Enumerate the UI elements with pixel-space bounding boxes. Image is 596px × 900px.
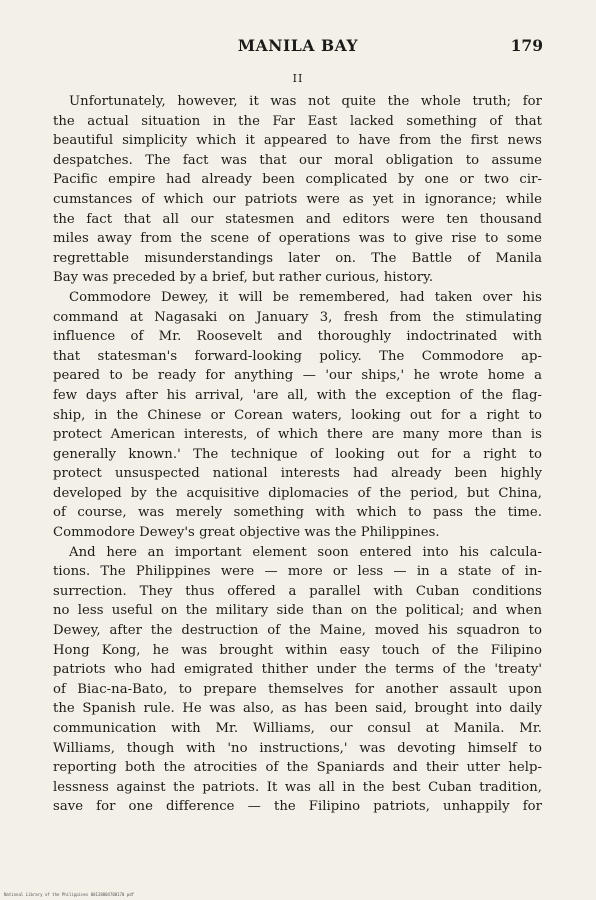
running-title: MANILA BAY <box>237 36 359 55</box>
text-line: of Biac-na-Bato, to prepare themselves for another assault upon <box>53 681 542 697</box>
text-line: despatches. The fact was that our moral obligation to assume <box>53 152 542 168</box>
text-line: Bay was preceded by a brief, but rather curious, history. <box>53 270 434 286</box>
text-line: of course, was merely something with which to pass the time. <box>53 505 542 521</box>
text-line: save for one difference — the Filipino patriots, unhappily for <box>53 799 542 815</box>
text-line: patriots who had emigrated thither under the terms of the 'treaty' <box>53 662 542 678</box>
text-line: Williams, though with 'no instructions,' was devoting himself to <box>53 740 542 756</box>
text-line: the Spanish rule. He was also, as has been said, brought into daily <box>53 701 542 717</box>
body-text <box>53 92 542 817</box>
text-line: communication with Mr. Williams, our consul at Manila. Mr. <box>53 721 542 736</box>
text-line: Hong Kong, he was brought within easy touch of the Filipino <box>53 642 542 658</box>
text-line: ship, in the Chinese or Corean waters, looking out for a right to <box>53 407 542 423</box>
text-line: cumstances of which our patriots were as yet in ignorance; while <box>53 191 542 207</box>
text-line: few days after his arrival, 'are all, with the exception of the flag- <box>53 387 542 403</box>
running-head <box>0 36 596 56</box>
text-line: beautiful simplicity which it appeared to have from the first news <box>53 133 542 149</box>
text-line: command at Nagasaki on January 3, fresh from the stimulating <box>53 309 542 325</box>
text-line: developed by the acquisitive diplomacies of the period, but China, <box>53 485 542 501</box>
text-line: generally known.' The technique of looking out for a right to <box>53 446 542 462</box>
text-line: Dewey, after the destruction of the Maine, moved his squadron to <box>53 623 542 639</box>
text-line: the fact that all our statesmen and editors were ten thousand <box>53 211 542 227</box>
text-line: And here an important element soon entered into his calcula- <box>69 544 542 560</box>
text-line: reporting both the atrocities of the Spaniards and their utter help- <box>53 760 542 776</box>
text-line: tions. The Philippines were — more or less — in a state of in- <box>53 564 542 580</box>
text-line: protect American interests, of which there are many more than is <box>53 427 542 443</box>
text-line: Pacific empire had already been complicated by one or two cir- <box>53 172 542 188</box>
text-line: Unfortunately, however, it was not quite the whole truth; for <box>69 94 542 109</box>
scan-footer: National Library of the Philippines 00138004700170 pdf <box>4 892 135 897</box>
text-line: surrection. They thus offered a parallel with Cuban conditions <box>53 583 542 599</box>
section-numeral: II <box>292 72 304 85</box>
text-line: no less useful on the military side than on the political; and when <box>53 603 542 619</box>
text-line: influence of Mr. Roosevelt and thoroughly indoctrinated with <box>53 329 542 345</box>
text-line: lessness against the patriots. It was all in the best Cuban tradition, <box>53 779 542 795</box>
text-line: the actual situation in the Far East lacked something of that <box>53 113 542 129</box>
text-line: regrettable misunderstandings later on. The Battle of Manila <box>53 250 542 266</box>
text-line: protect unsuspected national interests had already been highly <box>53 466 542 482</box>
text-line: peared to be ready for anything — 'our ships,' he wrote home a <box>53 368 542 384</box>
page-number: 179 <box>510 36 543 55</box>
text-line: Commodore Dewey's great objective was the Philippines. <box>53 525 440 541</box>
text-line: that statesman's forward-looking policy. The Commodore ap- <box>53 348 542 364</box>
text-line: miles away from the scene of operations was to give rise to some <box>53 231 542 247</box>
text-line: Commodore Dewey, it will be remembered, had taken over his <box>69 289 542 305</box>
